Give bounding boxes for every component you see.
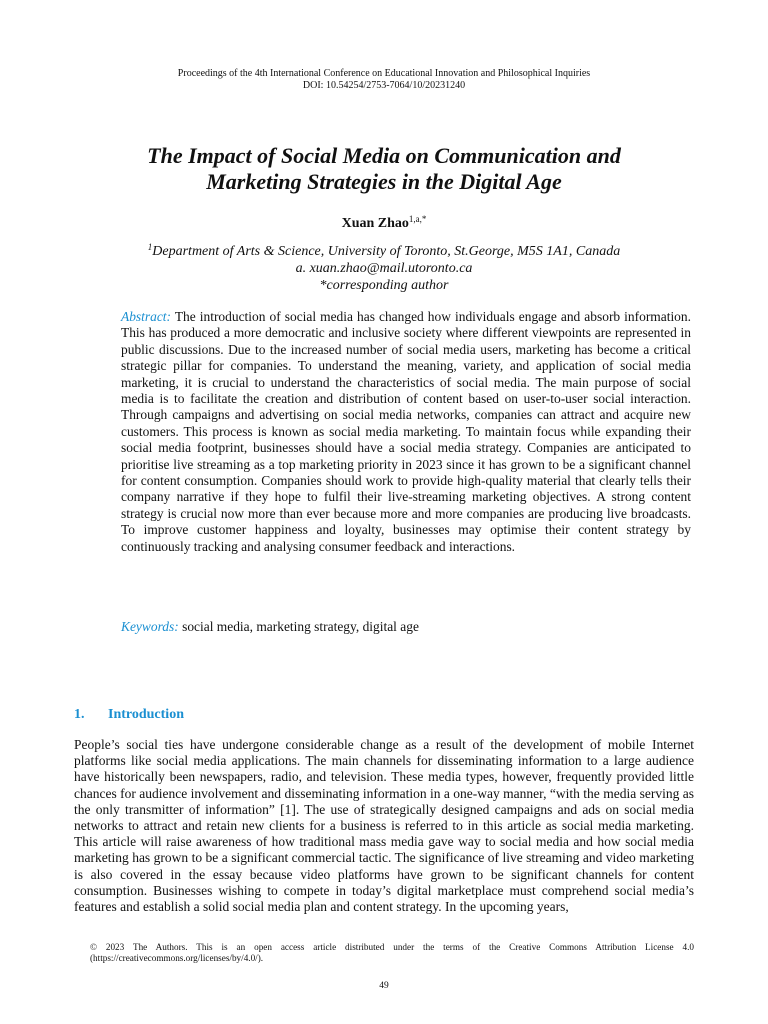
doi: DOI: 10.54254/2753-7064/10/20231240: [302, 79, 466, 91]
keywords: [121, 619, 691, 635]
paper-title: [0, 143, 768, 195]
license-footnote: © 2023 The Authors. This is an open access article distributed under the terms of the Creative Commons Attribution License 4.0 (https://creativecommons.org/licenses/by/4.0/).: [90, 942, 694, 963]
abstract-text: The introduction of social media has changed how individuals engage and absorb information. This has produced a more democratic and inclusive society where different viewpoints are represented in public discussions. Due to the increased number of social media users, marketing has become a critical strategic pillar for companies. To understand the meaning, variety, and application of social media marketing, it is crucial to understand the characteristics of social media. The main purpose of social media is to facilitate the creation and distribution of content based on user-to-user social interaction. Through campaigns and advertising on social media networks, companies can attract and acquire new customers. This process is known as social media marketing. To maintain focus while expanding their social media footprint, businesses should have a social media strategy. Companies are anticipated to prioritise live streaming as a top marketing priority in 2023 since it has grown to be a significant channel for content consumption. Companies should work to provide high-quality material that clearly tells their company narrative if they hope to fulfil their live-streaming marketing objectives. A strong content strategy is crucial now more than ever because more and more companies are producing live broadcasts. To improve customer happiness and loyalty, businesses may optimise their content strategy by continuously tracking and analysing consumer feedback and interactions.: [121, 309, 691, 554]
conference-name: Proceedings of the 4th International Conference on Educational Innovation and Philosophical Inquiries: [177, 68, 591, 79]
body-paragraph: People’s social ties have undergone considerable change as a result of the development of mobile Internet platforms like social media applications. The main channels for disseminating information to a large audience have historically been newspapers, radio, and television. These media types, however, frequently provided little chances for audience involvement and disseminating information in a one-way manner, “with the media serving as the only transmitter of information” [1]. The use of strategically designed campaigns and ads on social media networks to attract and retain new clients for a business is referred to in this article as social media marketing. This article will raise awareness of how traditional mass media gave way to social media and how social media marketing has grown to be a significant commercial tactic. The significance of live streaming and video marketing is also covered in the essay because video platforms have grown to be significant channels for content consumption. Businesses wishing to compete in today’s digital marketplace must comprehend social media’s features and establish a solid social media plan and content strategy. In the upcoming years,: [74, 737, 694, 915]
author-superscript: 1,a,*: [408, 214, 427, 224]
keywords-text: social media, marketing strategy, digital age: [182, 619, 419, 634]
affiliation-block: [0, 239, 768, 294]
author-line: [0, 214, 768, 232]
title-line-2: Marketing Strategies in the Digital Age: [206, 169, 562, 194]
page-number: 49: [379, 981, 389, 991]
affiliation-superscript: 1: [147, 242, 153, 252]
abstract: [121, 309, 691, 555]
section-heading: [74, 707, 184, 723]
corresponding-note: *corresponding author: [319, 278, 449, 293]
section-title: Introduction: [108, 707, 184, 722]
title-line-1: The Impact of Social Media on Communication and: [147, 143, 621, 168]
section-number: 1.: [74, 707, 85, 722]
author-name: Xuan Zhao: [341, 216, 409, 231]
author-email: a. xuan.zhao@mail.utoronto.ca: [295, 261, 473, 276]
abstract-label: Abstract:: [121, 309, 172, 324]
keywords-label: Keywords:: [121, 619, 179, 634]
conference-header: [0, 68, 768, 91]
affiliation-text: Department of Arts & Science, University of Toronto, St.George, M5S 1A1, Canada: [152, 244, 621, 259]
affiliation-line-1: [0, 239, 768, 260]
